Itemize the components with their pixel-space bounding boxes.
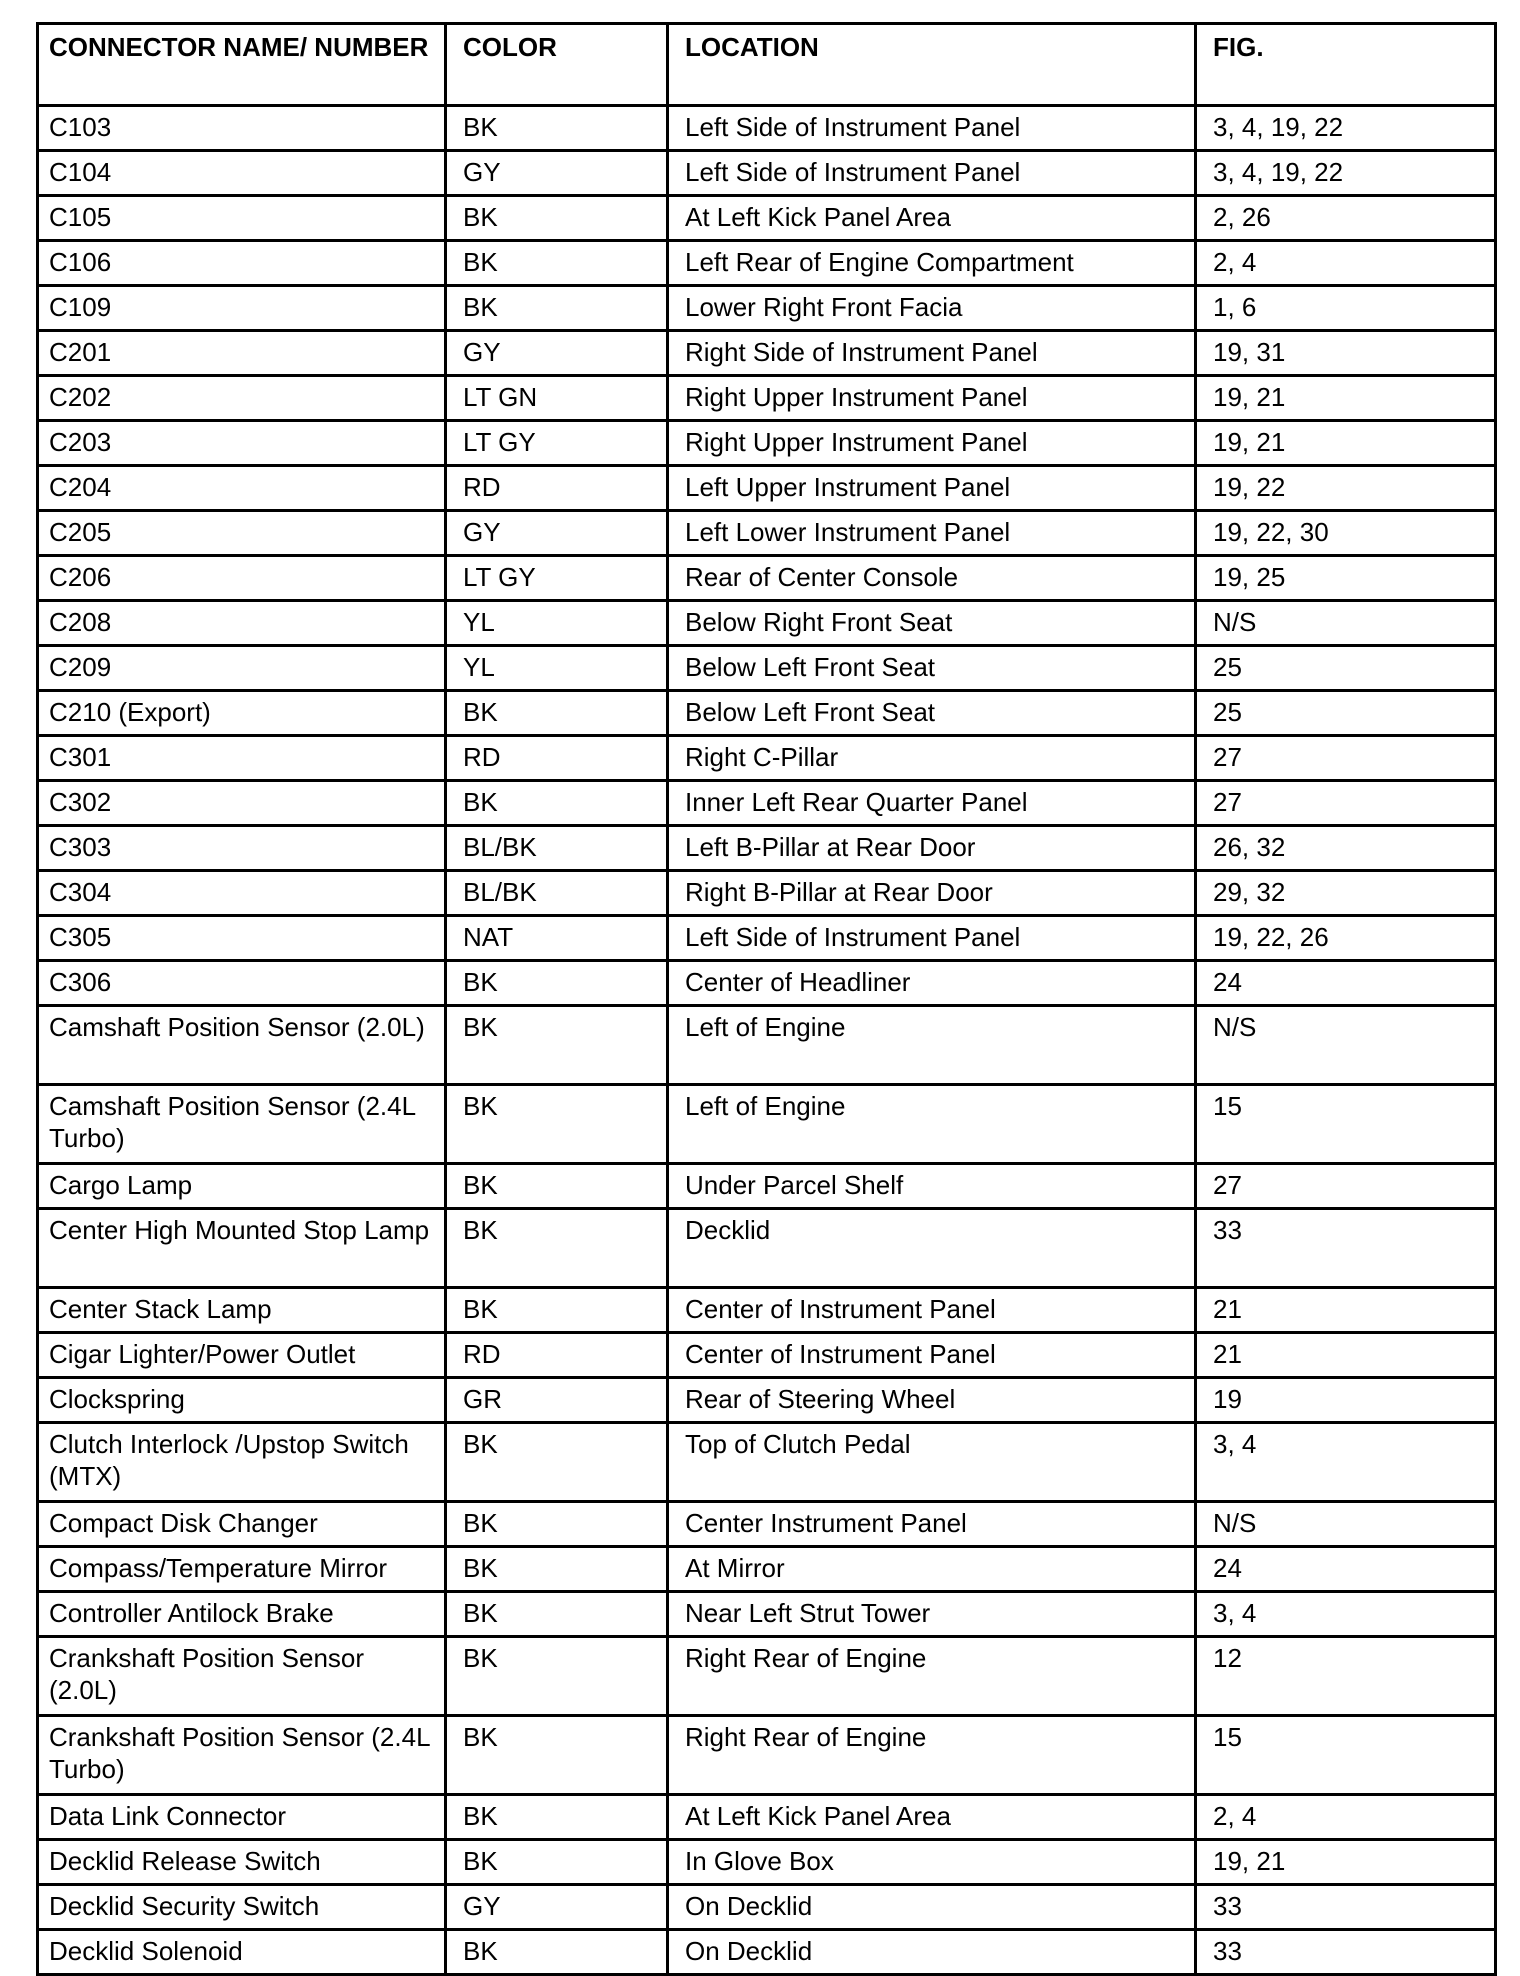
color-cell: BK <box>446 1592 668 1637</box>
connector-name-cell: C104 <box>38 151 446 196</box>
table-row <box>38 1288 1496 1333</box>
table-row <box>38 1885 1496 1930</box>
table-row <box>38 466 1496 511</box>
color-cell: GY <box>446 331 668 376</box>
connector-name-cell: C109 <box>38 286 446 331</box>
fig-cell: 29, 32 <box>1196 871 1496 916</box>
fig-cell: 19, 21 <box>1196 421 1496 466</box>
location-cell: Left of Engine <box>668 1085 1196 1164</box>
fig-cell: 33 <box>1196 1209 1496 1288</box>
connector-name-cell: Clockspring <box>38 1378 446 1423</box>
fig-cell: 19, 22, 30 <box>1196 511 1496 556</box>
location-cell: Center Instrument Panel <box>668 1502 1196 1547</box>
connector-name-cell: C106 <box>38 241 446 286</box>
location-cell: At Left Kick Panel Area <box>668 1795 1196 1840</box>
table-row <box>38 1423 1496 1502</box>
fig-cell: 3, 4, 19, 22 <box>1196 151 1496 196</box>
connector-name-cell: C304 <box>38 871 446 916</box>
color-cell: BK <box>446 781 668 826</box>
connector-name-cell: Decklid Security Switch <box>38 1885 446 1930</box>
table-row <box>38 1547 1496 1592</box>
header-row <box>38 24 1496 106</box>
table-row <box>38 376 1496 421</box>
fig-cell: 21 <box>1196 1288 1496 1333</box>
color-cell: GY <box>446 151 668 196</box>
color-cell: GY <box>446 511 668 556</box>
table-row <box>38 421 1496 466</box>
location-cell: Decklid <box>668 1209 1196 1288</box>
color-cell: BK <box>446 1930 668 1975</box>
fig-cell: 19, 22, 26 <box>1196 916 1496 961</box>
color-cell: BK <box>446 1209 668 1288</box>
connector-name-cell: Center Stack Lamp <box>38 1288 446 1333</box>
fig-cell: 33 <box>1196 1885 1496 1930</box>
location-cell: Lower Right Front Facia <box>668 286 1196 331</box>
fig-cell: 2, 26 <box>1196 196 1496 241</box>
color-cell: BK <box>446 1637 668 1716</box>
header-fig: FIG. <box>1196 24 1496 106</box>
color-cell: BL/BK <box>446 826 668 871</box>
connector-name-cell: C302 <box>38 781 446 826</box>
connector-name-cell: C202 <box>38 376 446 421</box>
table-row <box>38 1164 1496 1209</box>
location-cell: At Mirror <box>668 1547 1196 1592</box>
fig-cell: 21 <box>1196 1333 1496 1378</box>
location-cell: Center of Instrument Panel <box>668 1333 1196 1378</box>
table-row <box>38 1930 1496 1975</box>
location-cell: Near Left Strut Tower <box>668 1592 1196 1637</box>
fig-cell: N/S <box>1196 601 1496 646</box>
fig-cell: 12 <box>1196 1637 1496 1716</box>
connector-name-cell: Controller Antilock Brake <box>38 1592 446 1637</box>
fig-cell: 27 <box>1196 781 1496 826</box>
table-row <box>38 286 1496 331</box>
connector-name-cell: Camshaft Position Sensor (2.0L) <box>38 1006 446 1085</box>
connector-name-cell: Cigar Lighter/Power Outlet <box>38 1333 446 1378</box>
connector-name-cell: Crankshaft Position Sensor (2.0L) <box>38 1637 446 1716</box>
connector-name-cell: Decklid Solenoid <box>38 1930 446 1975</box>
color-cell: BK <box>446 1288 668 1333</box>
connector-name-cell: Camshaft Position Sensor (2.4L Turbo) <box>38 1085 446 1164</box>
location-cell: Right Rear of Engine <box>668 1637 1196 1716</box>
location-cell: Right Upper Instrument Panel <box>668 421 1196 466</box>
table-row <box>38 106 1496 151</box>
fig-cell: 25 <box>1196 646 1496 691</box>
fig-cell: 25 <box>1196 691 1496 736</box>
connector-name-cell: Compact Disk Changer <box>38 1502 446 1547</box>
color-cell: YL <box>446 601 668 646</box>
location-cell: Center of Headliner <box>668 961 1196 1006</box>
table-row <box>38 1592 1496 1637</box>
table-row <box>38 691 1496 736</box>
location-cell: Left Lower Instrument Panel <box>668 511 1196 556</box>
table-row <box>38 1502 1496 1547</box>
connector-name-cell: C105 <box>38 196 446 241</box>
color-cell: BK <box>446 961 668 1006</box>
connector-name-cell: C205 <box>38 511 446 556</box>
table-row <box>38 1795 1496 1840</box>
connector-name-cell: Decklid Release Switch <box>38 1840 446 1885</box>
connector-name-cell: C305 <box>38 916 446 961</box>
color-cell: BK <box>446 1840 668 1885</box>
connector-name-cell: C206 <box>38 556 446 601</box>
color-cell: LT GY <box>446 421 668 466</box>
location-cell: Below Right Front Seat <box>668 601 1196 646</box>
table-row <box>38 511 1496 556</box>
location-cell: Right Rear of Engine <box>668 1716 1196 1795</box>
table-row <box>38 646 1496 691</box>
connector-name-cell: C210 (Export) <box>38 691 446 736</box>
color-cell: BK <box>446 1423 668 1502</box>
color-cell: BK <box>446 196 668 241</box>
location-cell: Left Side of Instrument Panel <box>668 916 1196 961</box>
fig-cell: 1, 6 <box>1196 286 1496 331</box>
color-cell: GY <box>446 1885 668 1930</box>
location-cell: Under Parcel Shelf <box>668 1164 1196 1209</box>
table-row <box>38 736 1496 781</box>
fig-cell: 19, 21 <box>1196 376 1496 421</box>
fig-cell: 3, 4, 19, 22 <box>1196 106 1496 151</box>
table-row <box>38 781 1496 826</box>
color-cell: BK <box>446 1502 668 1547</box>
location-cell: Top of Clutch Pedal <box>668 1423 1196 1502</box>
fig-cell: N/S <box>1196 1006 1496 1085</box>
connector-name-cell: C301 <box>38 736 446 781</box>
fig-cell: 19, 25 <box>1196 556 1496 601</box>
location-cell: Left Upper Instrument Panel <box>668 466 1196 511</box>
connector-name-cell: Clutch Interlock /Upstop Switch (MTX) <box>38 1423 446 1502</box>
color-cell: BK <box>446 1716 668 1795</box>
fig-cell: 2, 4 <box>1196 1795 1496 1840</box>
location-cell: In Glove Box <box>668 1840 1196 1885</box>
location-cell: On Decklid <box>668 1885 1196 1930</box>
location-cell: Rear of Steering Wheel <box>668 1378 1196 1423</box>
connector-name-cell: C208 <box>38 601 446 646</box>
fig-cell: 26, 32 <box>1196 826 1496 871</box>
location-cell: Right C-Pillar <box>668 736 1196 781</box>
fig-cell: 19, 22 <box>1196 466 1496 511</box>
location-cell: Left Side of Instrument Panel <box>668 106 1196 151</box>
location-cell: Left of Engine <box>668 1006 1196 1085</box>
table-row <box>38 871 1496 916</box>
table-row <box>38 556 1496 601</box>
connector-name-cell: C203 <box>38 421 446 466</box>
connector-name-cell: Data Link Connector <box>38 1795 446 1840</box>
color-cell: BK <box>446 286 668 331</box>
color-cell: BK <box>446 1547 668 1592</box>
location-cell: Inner Left Rear Quarter Panel <box>668 781 1196 826</box>
table-row <box>38 1840 1496 1885</box>
header-color: COLOR <box>446 24 668 106</box>
table-row <box>38 1209 1496 1288</box>
header-connector-name: CONNECTOR NAME/ NUMBER <box>38 24 446 106</box>
table-row <box>38 1716 1496 1795</box>
connector-table-container <box>36 22 1494 1976</box>
table-row <box>38 916 1496 961</box>
connector-name-cell: Cargo Lamp <box>38 1164 446 1209</box>
location-cell: Center of Instrument Panel <box>668 1288 1196 1333</box>
table-row <box>38 196 1496 241</box>
location-cell: On Decklid <box>668 1930 1196 1975</box>
color-cell: BK <box>446 691 668 736</box>
color-cell: BK <box>446 241 668 286</box>
color-cell: LT GN <box>446 376 668 421</box>
table-body <box>38 106 1496 1975</box>
color-cell: BK <box>446 1795 668 1840</box>
connector-name-cell: C303 <box>38 826 446 871</box>
table-row <box>38 1085 1496 1164</box>
table-row <box>38 601 1496 646</box>
table-row <box>38 1006 1496 1085</box>
location-cell: Right B-Pillar at Rear Door <box>668 871 1196 916</box>
color-cell: YL <box>446 646 668 691</box>
fig-cell: 19, 31 <box>1196 331 1496 376</box>
fig-cell: 3, 4 <box>1196 1592 1496 1637</box>
location-cell: Right Side of Instrument Panel <box>668 331 1196 376</box>
color-cell: RD <box>446 736 668 781</box>
table-row <box>38 826 1496 871</box>
color-cell: BK <box>446 1006 668 1085</box>
table-row <box>38 961 1496 1006</box>
header-location: LOCATION <box>668 24 1196 106</box>
fig-cell: 2, 4 <box>1196 241 1496 286</box>
color-cell: GR <box>446 1378 668 1423</box>
connector-name-cell: C306 <box>38 961 446 1006</box>
fig-cell: 27 <box>1196 736 1496 781</box>
fig-cell: 15 <box>1196 1716 1496 1795</box>
fig-cell: 19 <box>1196 1378 1496 1423</box>
fig-cell: N/S <box>1196 1502 1496 1547</box>
fig-cell: 15 <box>1196 1085 1496 1164</box>
color-cell: NAT <box>446 916 668 961</box>
color-cell: LT GY <box>446 556 668 601</box>
connector-name-cell: Compass/Temperature Mirror <box>38 1547 446 1592</box>
table-row <box>38 331 1496 376</box>
connector-name-cell: C103 <box>38 106 446 151</box>
table-row <box>38 1637 1496 1716</box>
location-cell: At Left Kick Panel Area <box>668 196 1196 241</box>
connector-name-cell: C204 <box>38 466 446 511</box>
table-row <box>38 241 1496 286</box>
location-cell: Below Left Front Seat <box>668 691 1196 736</box>
connector-name-cell: Crankshaft Position Sensor (2.4L Turbo) <box>38 1716 446 1795</box>
fig-cell: 19, 21 <box>1196 1840 1496 1885</box>
table-row <box>38 1333 1496 1378</box>
table-row <box>38 1378 1496 1423</box>
connector-table <box>36 22 1497 1976</box>
connector-name-cell: C201 <box>38 331 446 376</box>
fig-cell: 33 <box>1196 1930 1496 1975</box>
location-cell: Right Upper Instrument Panel <box>668 376 1196 421</box>
color-cell: BK <box>446 106 668 151</box>
connector-name-cell: Center High Mounted Stop Lamp <box>38 1209 446 1288</box>
color-cell: BK <box>446 1164 668 1209</box>
fig-cell: 27 <box>1196 1164 1496 1209</box>
location-cell: Left Rear of Engine Compartment <box>668 241 1196 286</box>
location-cell: Below Left Front Seat <box>668 646 1196 691</box>
fig-cell: 24 <box>1196 961 1496 1006</box>
color-cell: BL/BK <box>446 871 668 916</box>
color-cell: RD <box>446 1333 668 1378</box>
color-cell: BK <box>446 1085 668 1164</box>
location-cell: Left Side of Instrument Panel <box>668 151 1196 196</box>
connector-name-cell: C209 <box>38 646 446 691</box>
color-cell: RD <box>446 466 668 511</box>
location-cell: Left B-Pillar at Rear Door <box>668 826 1196 871</box>
fig-cell: 24 <box>1196 1547 1496 1592</box>
table-row <box>38 151 1496 196</box>
fig-cell: 3, 4 <box>1196 1423 1496 1502</box>
location-cell: Rear of Center Console <box>668 556 1196 601</box>
